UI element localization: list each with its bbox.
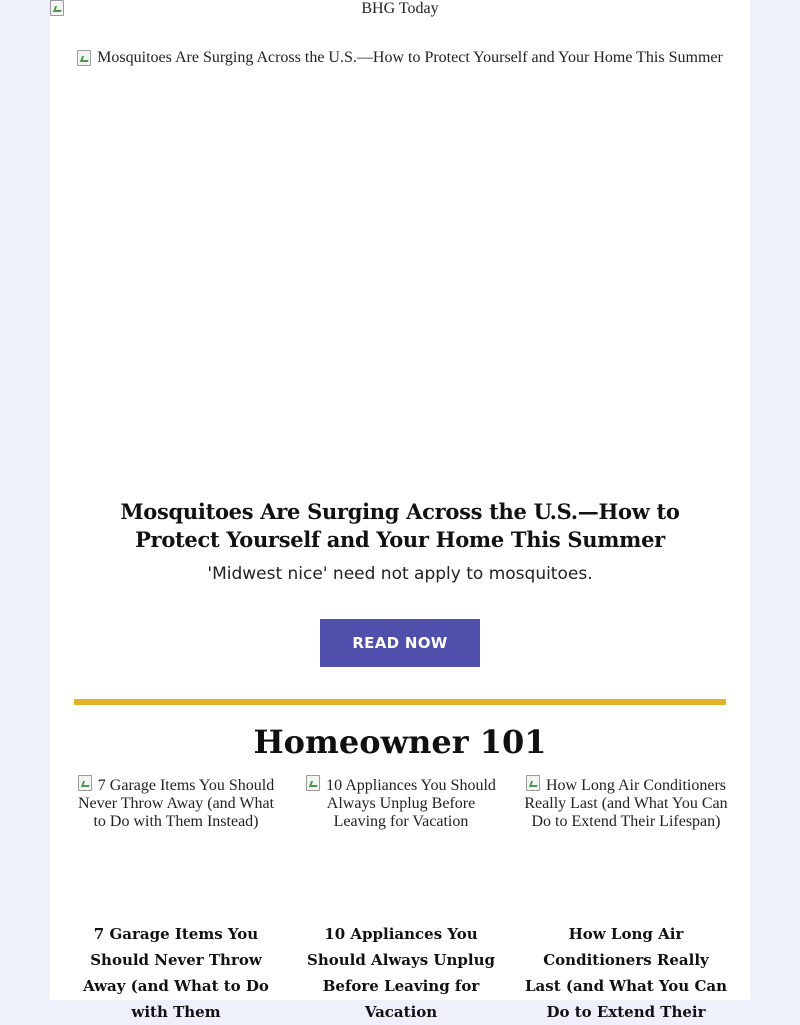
article-card[interactable] bbox=[299, 774, 503, 1021]
email-container bbox=[50, 0, 750, 1021]
article-card-image[interactable] bbox=[524, 774, 728, 904]
hero-image[interactable] bbox=[74, 49, 726, 469]
hero-title[interactable]: Mosquitoes Are Surging Across the U.S.—How to Protect Yourself and Your Home This Summer bbox=[120, 499, 680, 552]
article-card-title[interactable]: 7 Garage Items You Should Never Throw Away (and What to Do with Them bbox=[83, 925, 269, 1021]
broken-image-icon bbox=[78, 775, 92, 791]
article-card-image[interactable] bbox=[74, 774, 278, 904]
article-card-image-alt: How Long Air Conditioners Really Last (and What You Can Do to Extend Their Lifespan) bbox=[524, 777, 728, 830]
article-card-title[interactable]: How Long Air Conditioners Really Last (and What You Can Do to Extend Their bbox=[524, 925, 728, 1021]
hero-dek: 'Midwest nice' need not apply to mosquitoes. bbox=[207, 564, 593, 584]
hero-image-alt-text: Mosquitoes Are Surging Across the U.S.—How to Protect Yourself and Your Home This Summer bbox=[97, 49, 723, 66]
article-card[interactable] bbox=[524, 774, 728, 1021]
broken-image-icon bbox=[526, 775, 540, 791]
article-card[interactable] bbox=[74, 774, 278, 1021]
read-now-button[interactable]: READ NOW bbox=[320, 619, 480, 667]
article-card-image-alt: 7 Garage Items You Should Never Throw Away (and What to Do with Them Instead) bbox=[77, 777, 275, 830]
logo-image[interactable] bbox=[50, 0, 750, 20]
article-card-title[interactable]: 10 Appliances You Should Always Unplug Before Leaving for Vacation bbox=[307, 925, 495, 1021]
section-title: Homeowner 101 bbox=[253, 723, 547, 761]
broken-image-icon bbox=[306, 775, 320, 791]
section-divider bbox=[74, 699, 726, 705]
broken-image-icon bbox=[50, 0, 64, 16]
article-card-image[interactable] bbox=[299, 774, 503, 904]
article-card-image-alt: 10 Appliances You Should Always Unplug Before Leaving for Vacation bbox=[326, 777, 496, 830]
broken-image-icon bbox=[77, 50, 91, 66]
logo-alt-text: BHG Today bbox=[361, 0, 439, 17]
